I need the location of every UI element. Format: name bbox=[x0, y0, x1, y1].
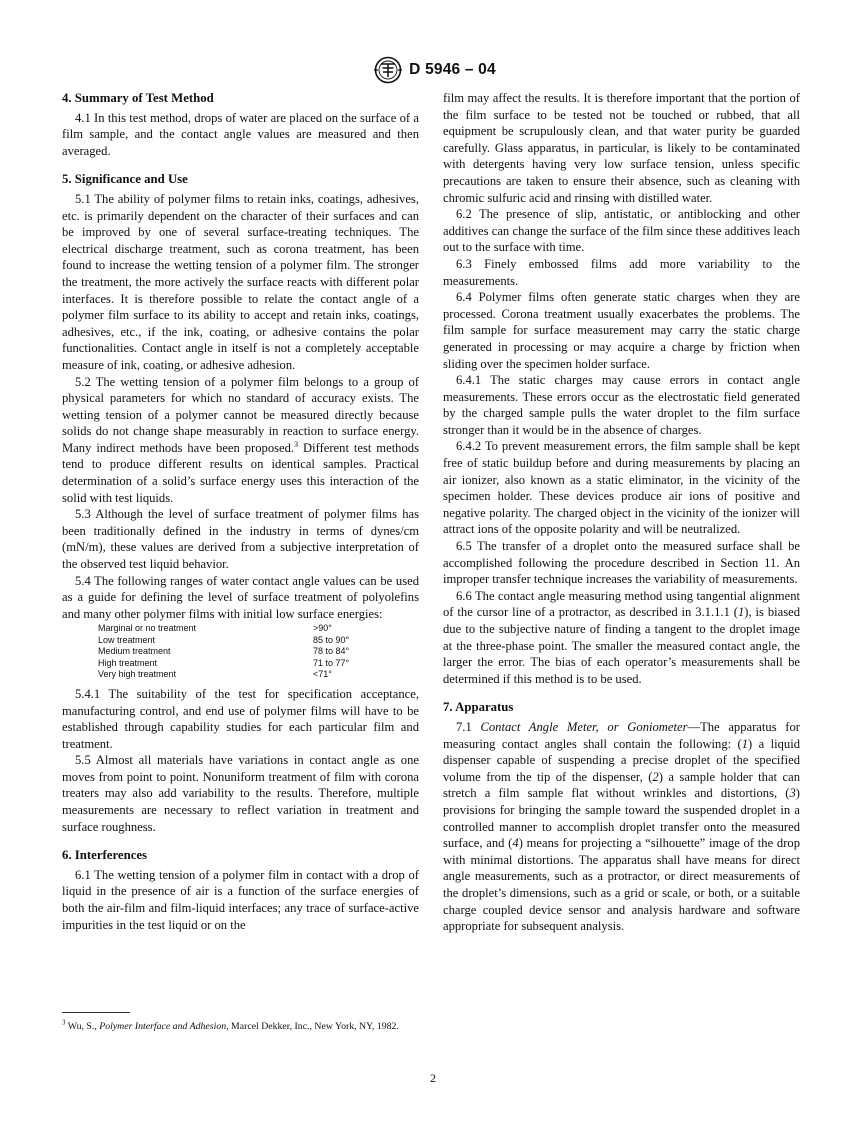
paragraph-6-3: 6.3 Finely embossed films add more variability to the measurements. bbox=[443, 256, 800, 288]
page-header bbox=[0, 55, 866, 85]
footnote-divider bbox=[62, 1012, 130, 1013]
footnote: $^3$ Wu, S., Polymer Interface and Adhesion, Marcel Dekker, Inc., New York, NY, 1982. bbox=[62, 1018, 399, 1032]
paragraph-5-5: 5.5 Almost all materials have variations in contact angle as one moves from point to point. Nonuniform treatment of film with corona treaters may also add variability to the results. Therefore, multiple measurements are necessary to reflect variation in treatment and surface roughness. bbox=[62, 753, 419, 834]
left-column bbox=[62, 90, 419, 933]
section-6-heading: 6. Interferences bbox=[62, 848, 148, 863]
right-column bbox=[443, 90, 800, 935]
astm-logo-icon bbox=[370, 55, 406, 85]
section-5-heading: 5. Significance and Use bbox=[62, 172, 188, 187]
page-number: 2 bbox=[430, 1071, 436, 1085]
paragraph-6-4-1: 6.4.1 The static charges may cause errors in contact angle measurements. These errors occur as the electrostatic field generated by the charged sample pulls the water droplet to the film surface stronger than it would be in the absence of charges. bbox=[443, 373, 800, 437]
section-4-heading: 4. Summary of Test Method bbox=[62, 91, 214, 105]
section-7-heading: 7. Apparatus bbox=[443, 700, 514, 715]
footnote-ref: 3 bbox=[294, 439, 299, 449]
contact-angle-ranges-table bbox=[98, 623, 393, 681]
paragraph-6-1-continued: film may affect the results. It is therefore important that the portion of the film surface to be tested not be touched or rubbed, that all equipment be scrupulously clean, and that water purity be guarded carefully. Glass apparatus, in particular, is likely to be contaminated with detergents having very low surface tension, unless specific precautions are taken to ensure their absence, such as cleaning with chromic sulfuric acid and rinsing with distilled water. bbox=[443, 91, 800, 205]
paragraph-6-1: 6.1 The wetting tension of a polymer film in contact with a drop of liquid in the presence of air is a function of the surface energies of both the air-film and film-liquid interfaces; any trace of surface-active impurities in the test liquid or on the bbox=[62, 867, 419, 932]
paragraph-5-4: 5.4 The following ranges of water contact angle values can be used as a guide for defining the level of surface treatment of polyolefins and many other polymer films with initial low surface energies: bbox=[62, 573, 419, 621]
table-row: High treatment 71 to 77° bbox=[98, 657, 350, 668]
paragraph-5-4-1: 5.4.1 The suitability of the test for specification acceptance, manufacturing control, and end use of polymer films will have to be established through capability studies for each particular film and treatment. bbox=[62, 686, 419, 751]
paragraph-5-3: 5.3 Although the level of surface treatment of polymer films has been traditionally defined in the industry in terms of dynes/cm (mN/m), these values are derived from a subjective interpretation of the observed test liquid behavior. bbox=[62, 507, 419, 572]
table-row: Very high treatment <71° bbox=[98, 669, 332, 680]
paragraph-6-5: 6.5 The transfer of a droplet onto the measured surface shall be accomplished following the procedure described in Section 11. An improper transfer technique increases the variability of measurements. bbox=[443, 539, 800, 587]
standard-designation: D 5946 – 04 bbox=[409, 61, 496, 78]
table-row: Low treatment 85 to 90° bbox=[98, 634, 350, 645]
paragraph-4-1: 4.1 In this test method, drops of water are placed on the surface of a film sample, and the contact angle values are measured and then averaged. bbox=[62, 110, 419, 158]
paragraph-6-2: 6.2 The presence of slip, antistatic, or antiblocking and other additives can change the surface of the film since these additives leach out to the surface with time. bbox=[443, 207, 800, 255]
paragraph-6-4-2: 6.4.2 To prevent measurement errors, the film sample shall be kept free of static buildup before and during measurements by placing an air ionizer, also known as a static eliminator, in the vicinity of the specimen holder. These devices produce air ions of positive and negative polarity. The charged object in the vicinity of the ionizer will attract ions of the opposite polarity and will be neutralized. bbox=[443, 439, 800, 537]
table-row: Marginal or no treatment >90° bbox=[98, 623, 332, 634]
paragraph-6-6: 6.6 The contact angle measuring method using tangential alignment of the cursor line of a protractor, as described in 3.1.1.1 (1), is biased due to the subjective nature of finding a tangent to the droplet image at the three-phase point. The smaller the measured contact angle, the larger the error. The bias of each operator’s measurements shall be determined if this method is to be used. bbox=[443, 588, 800, 686]
paragraph-5-1: 5.1 The ability of polymer films to retain inks, coatings, adhesives, etc. is primarily dependent on the character of their surfaces and can be improved by one of several surface-treating techniques. The electrical discharge treatment, such as corona treatment, has been found to increase the wetting tension of a polymer film. The stronger the treatment, the more actively the surface reacts with different polar interfaces. It is therefore possible to relate the contact angle of a polymer film surface to its ability to accept and retain inks, coatings, adhesives, etc., if the ink, coating, or adhesive contains the polar functionalities. Contact angle in itself is not a completely acceptable measure of ink, coating, or adhesive adhesion. bbox=[62, 191, 419, 372]
paragraph-5-2: 5.2 The wetting tension of a polymer film belongs to a group of physical parameters for which no standard of accuracy exists. The wetting tension of a polymer cannot be measured directly because solids do not change shape measurably in reaction to surface energy. Many indirect methods have been proposed.$^3$ Different test methods tend to produce different results on identical samples. Practical determination of a solid’s surface energy uses this interaction of the solid with test liquids. bbox=[62, 374, 419, 505]
paragraph-7-1: 7.1 Contact Angle Meter, or Goniometer—The apparatus for measuring contact angles shall contain the following: (1) a liquid dispenser capable of suspending a precise droplet of the specified volume from the tip of the dispenser, (2) a sample holder that can stretch a film sample flat without wrinkles and distortions, (3) provisions for bringing the sample toward the suspended droplet in a controlled manner to accomplish droplet transfer onto the measured surface, and (4) means for projecting a “silhouette” image of the drop with minimal distortions. The apparatus shall have means for direct angle measurements, such as a protractor, or direct measurements of the droplet’s dimensions, such as a grid or scale, or both, or a suitable charge coupled device sensor and analysis hardware and software appropriate for subsequent analysis. bbox=[443, 719, 801, 934]
table-row: Medium treatment 78 to 84° bbox=[98, 646, 350, 657]
paragraph-6-4: 6.4 Polymer films often generate static charges when they are processed. Corona treatment usually exacerbates the problems. The film sample for surface measurement may carry the static charge generated in processing or may acquire a charge by friction when sliding over the specimen holder surface. bbox=[443, 290, 800, 371]
